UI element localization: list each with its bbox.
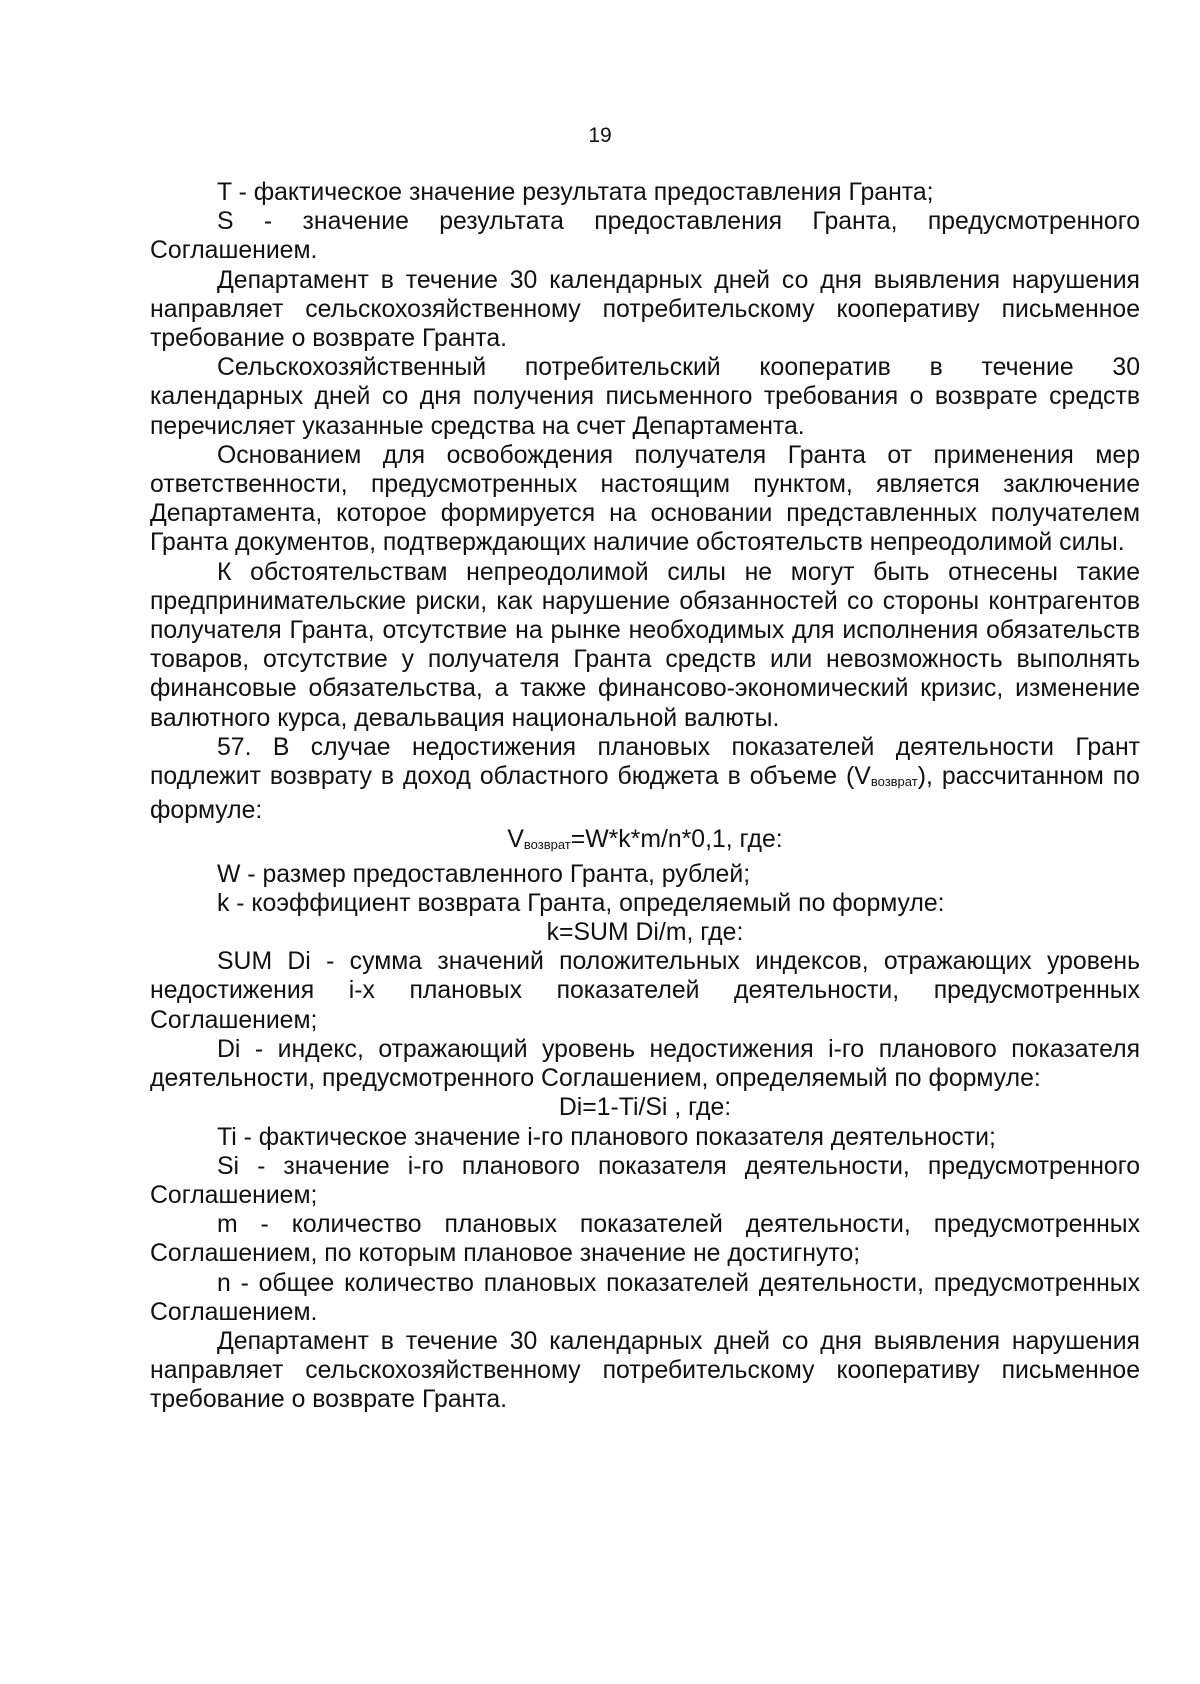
paragraph-exemption-basis: Основанием для освобождения получателя Гранта от применения мер ответственности, предусмотренных настоящим пунктом, является заключение Департамента, которое формируется на основании представленных получателем Гранта документов, подтверждающих наличие обстоятельств непреодолимой силы.	[150, 441, 1140, 557]
formula-k: k=SUM Di/m, где:	[546, 919, 744, 947]
paragraph-force-majeure: К обстоятельствам непреодолимой силы не могут быть отнесены такие предпринимательские риски, как нарушение обязанностей со стороны контрагентов получателя Гранта, отсутствие на рынке необходимых для исполнения обязательств товаров, отсутствие у получателя Гранта средств или невозможность выполнять финансовые обязательства, а также финансово-экономический кризис, изменение валютного курса, девальвация национальной валюты.	[150, 558, 1140, 732]
paragraph-n-definition: n - общее количество плановых показателей деятельности, предусмотренных Соглашением.	[150, 1269, 1140, 1326]
paragraph-si-definition: Si - значение i-го планового показателя деятельности, предусмотренного Соглашением;	[150, 1152, 1140, 1209]
clause-57-subscript: возврат	[870, 774, 918, 790]
paragraph-department-notice: Департамент в течение 30 календарных дней со дня выявления нарушения направляет сельскохозяйственному потребительскому кооперативу письменное требование о возврате Гранта.	[150, 266, 1140, 353]
paragraph-w-definition: W - размер предоставленного Гранта, рублей;	[217, 860, 751, 888]
formula-v-subscript: возврат	[523, 837, 571, 853]
formula-v-expression: =W*k*m/n*0,1, где:	[570, 826, 783, 854]
formula-v-return	[150, 825, 1140, 859]
paragraph-sum-di-definition: SUM Di - сумма значений положительных индексов, отражающих уровень недостижения i-x плановых показателей деятельности, предусмотренных Соглашением;	[150, 948, 1140, 1034]
formula-di: Di=1-Ti/Si , где:	[558, 1094, 732, 1122]
paragraph-cooperative-refund: Сельскохозяйственный потребительский кооператив в течение 30 календарных дней со дня получения письменного требования о возврате средств перечисляет указанные средства на счет Департамента.	[150, 354, 1140, 440]
paragraph-department-notice-repeat: Департамент в течение 30 календарных дней со дня выявления нарушения направляет сельскохозяйственному потребительскому кооперативу письменное требование о возврате Гранта.	[150, 1327, 1140, 1414]
paragraph-di-definition: Di - индекс, отражающий уровень недостижения i-го планового показателя деятельности, предусмотренного Соглашением, определяемый по формуле:	[150, 1035, 1140, 1093]
formula-v-symbol: V	[507, 826, 524, 854]
paragraph-m-definition: m - количество плановых показателей деятельности, предусмотренных Соглашением, по которым плановое значение не достигнуто;	[150, 1211, 1140, 1268]
page-number: 19	[588, 124, 612, 147]
paragraph-k-definition: k - коэффициент возврата Гранта, определяемый по формуле:	[217, 889, 945, 917]
clause-57-text-start: 57. В случае недостижения плановых показателей деятельности Грант подлежит возврату в доход областного бюджета в объеме (V	[150, 733, 1140, 791]
paragraph-ti-definition: Ti - фактическое значение i-го планового показателя деятельности;	[217, 1123, 996, 1151]
document-body	[150, 178, 1140, 1415]
paragraph-t-definition: T - фактическое значение результата предоставления Гранта;	[217, 179, 934, 206]
clause-57-text-end: ), рассчитанном по формуле:	[150, 763, 1140, 825]
paragraph-s-definition: S - значение результата предоставления Гранта, предусмотренного Соглашением.	[150, 208, 1140, 265]
paragraph-clause-57	[150, 733, 1140, 826]
